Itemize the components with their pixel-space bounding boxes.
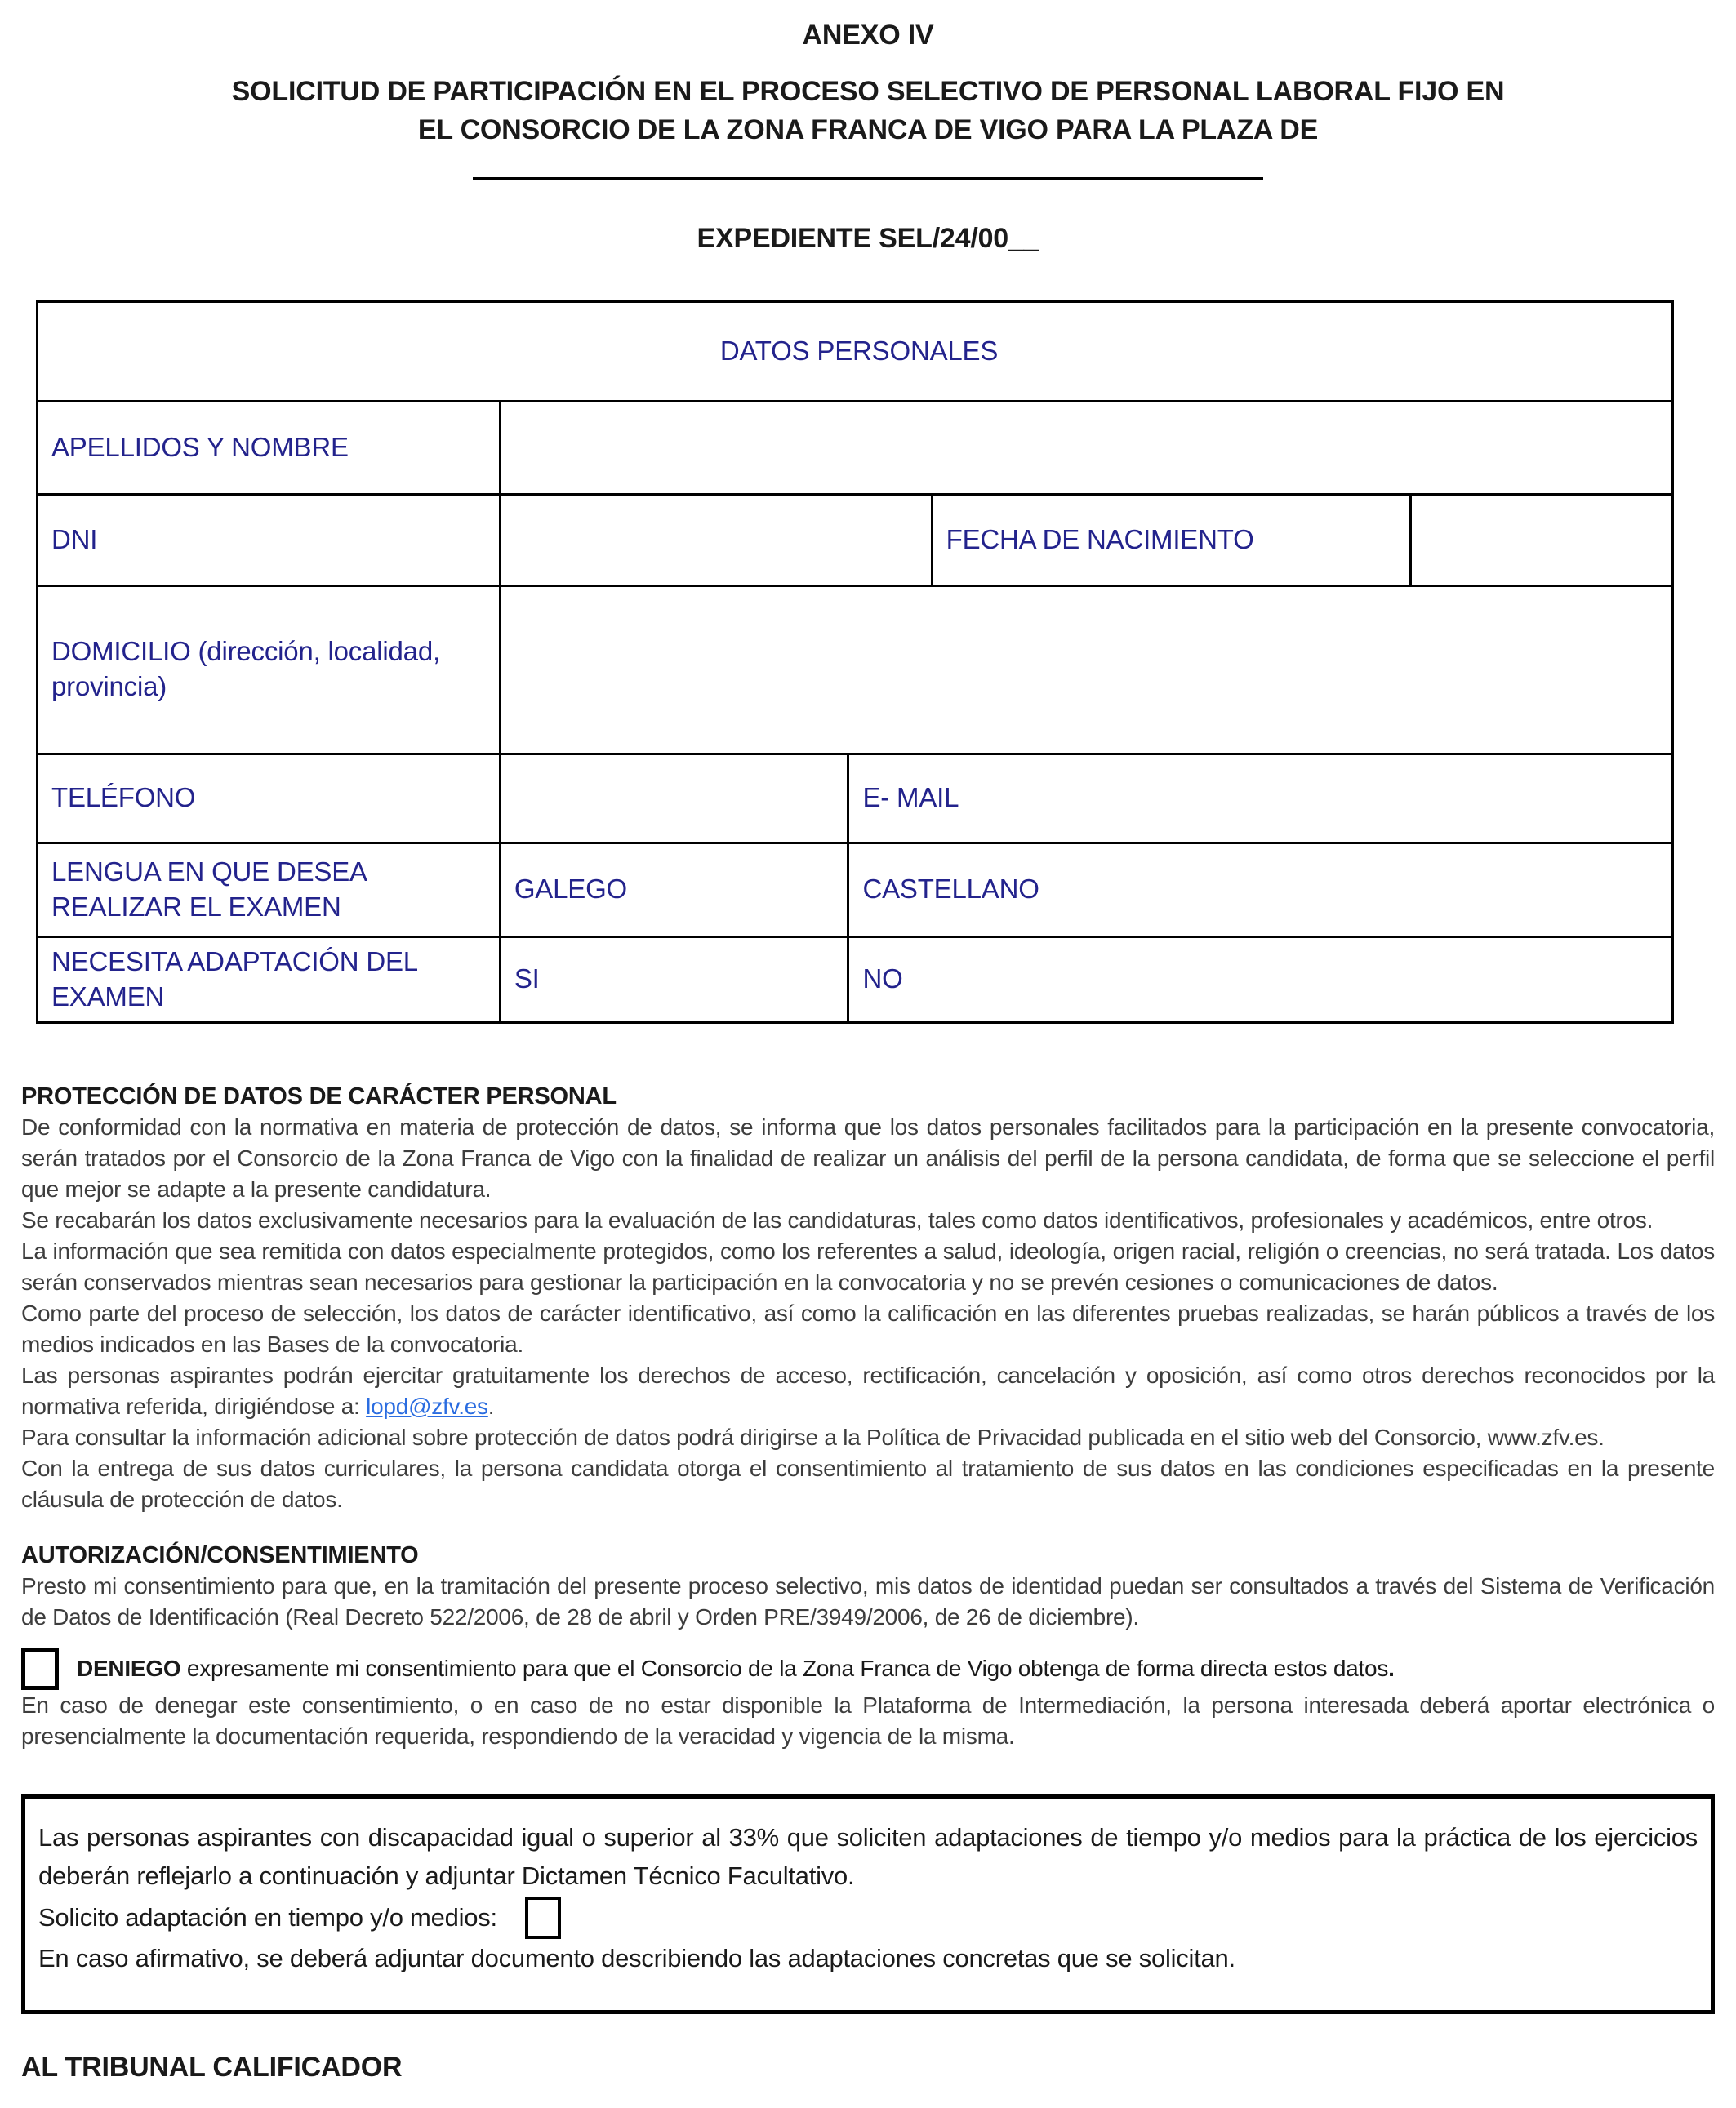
lopd-email-link[interactable]: lopd@zfv.es bbox=[366, 1393, 488, 1419]
proteccion-datos-heading: PROTECCIÓN DE DATOS DE CARÁCTER PERSONAL bbox=[21, 1083, 617, 1110]
deniego-period: . bbox=[1388, 1655, 1395, 1681]
telefono-input-cell[interactable] bbox=[500, 754, 848, 843]
table-row bbox=[38, 585, 1673, 754]
deniego-bold: DENIEGO bbox=[77, 1655, 181, 1681]
fecha-nacimiento-label: FECHA DE NACIMIENTO bbox=[932, 494, 1411, 585]
table-header-row bbox=[38, 301, 1673, 401]
deniego-row bbox=[21, 1648, 1715, 1690]
adaptation-paragraph-3: En caso afirmativo, se deberá adjuntar documento describiendo las adaptaciones concretas que se solicitan. bbox=[38, 1943, 1235, 1972]
proteccion-paragraph-7: Con la entrega de sus datos curriculares, la persona candidata otorga el consentimiento al tratamiento de sus datos en las condiciones especificadas en la presente cláusula de protección de datos. bbox=[21, 1455, 1715, 1512]
adaptation-paragraph-2: Solicito adaptación en tiempo y/o medios: bbox=[38, 1903, 497, 1932]
email-label: E- MAIL bbox=[848, 754, 1673, 843]
solicito-adaptacion-checkbox[interactable] bbox=[525, 1897, 561, 1939]
lengua-castellano-option[interactable]: CASTELLANO bbox=[848, 843, 1673, 936]
deniego-rest: expresamente mi consentimiento para que el Consorcio de la Zona Franca de Vigo obtenga de forma directa estos datos bbox=[180, 1655, 1389, 1681]
adaptation-box bbox=[21, 1794, 1715, 2014]
datos-personales-table bbox=[36, 300, 1674, 1024]
expediente-heading: EXPEDIENTE SEL/24/00__ bbox=[697, 222, 1039, 254]
dni-input-cell[interactable] bbox=[500, 494, 932, 585]
domicilio-input-cell[interactable] bbox=[500, 585, 1672, 754]
table-title: DATOS PERSONALES bbox=[38, 301, 1673, 401]
document-title: SOLICITUD DE PARTICIPACIÓN EN EL PROCESO SELECTIVO DE PERSONAL LABORAL FIJO EN EL CONSORCIO DE LA ZONA FRANCA DE VIGO PARA LA PLAZA DE bbox=[231, 76, 1505, 145]
proteccion-paragraph-1: De conformidad con la normativa en materia de protección de datos, se informa que los datos personales facilitados para la participación en la presente convocatoria, serán tratados por el Consorcio de la Zona Franca de Vigo con la finalidad de realizar un análisis del perfil de la persona candidata, de forma que se seleccione el perfil que mejor se adapte a la presente candidatura. bbox=[21, 1114, 1715, 1202]
deniego-text bbox=[77, 1653, 1395, 1684]
table-row bbox=[38, 494, 1673, 585]
table-row bbox=[38, 936, 1673, 1022]
telefono-label: TELÉFONO bbox=[38, 754, 501, 843]
table-row bbox=[38, 754, 1673, 843]
adaptacion-label: NECESITA ADAPTACIÓN DEL EXAMEN bbox=[38, 936, 501, 1022]
autorizacion-paragraph-2: En caso de denegar este consentimiento, o en caso de no estar disponible la Plataforma de Intermediación, la persona interesada deberá aportar electrónica o presencialmente la documentación requerida, respondiendo de la veracidad y vigencia de la misma. bbox=[21, 1692, 1715, 1749]
table-row bbox=[38, 401, 1673, 494]
paragraph-text: Las personas aspirantes podrán ejercitar gratuitamente los derechos de acceso, rectificación, cancelación y oposición, así como otros derechos reconocidos por la normativa referida, dirigiéndose a: bbox=[21, 1362, 1715, 1419]
anexo-heading: ANEXO IV bbox=[802, 20, 934, 51]
lengua-galego-option[interactable]: GALEGO bbox=[500, 843, 848, 936]
plaza-blank-line bbox=[473, 177, 1263, 180]
proteccion-paragraph-5 bbox=[21, 1360, 1715, 1422]
proteccion-paragraph-4: Como parte del proceso de selección, los datos de carácter identificativo, así como la calificación en las diferentes pruebas realizadas, se harán públicos a través de los medios indicados en las Bases de la convocatoria. bbox=[21, 1300, 1715, 1357]
domicilio-label: DOMICILIO (dirección, localidad, provincia) bbox=[38, 585, 501, 754]
tribunal-calificador-heading: AL TRIBUNAL CALIFICADOR bbox=[21, 2051, 403, 2083]
deniego-checkbox[interactable] bbox=[21, 1648, 59, 1690]
lengua-label: LENGUA EN QUE DESEA REALIZAR EL EXAMEN bbox=[38, 843, 501, 936]
apellidos-label: APELLIDOS Y NOMBRE bbox=[38, 401, 501, 494]
proteccion-paragraph-3: La información que sea remitida con datos especialmente protegidos, como los referentes a salud, ideología, origen racial, religión o creencias, no será tratada. Los datos serán conservados mientras sean necesarios para gestionar la participación en la convocatoria y no se prevén cesiones o comunicaciones de datos. bbox=[21, 1238, 1715, 1295]
solicito-row bbox=[38, 1897, 1698, 1939]
adaptacion-si-option[interactable]: SI bbox=[500, 936, 848, 1022]
table-row bbox=[38, 843, 1673, 936]
proteccion-paragraph-2: Se recabarán los datos exclusivamente necesarios para la evaluación de las candidaturas, tales como datos identificativos, profesionales y académicos, entre otros. bbox=[21, 1207, 1654, 1233]
apellidos-input-cell[interactable] bbox=[500, 401, 1672, 494]
autorizacion-paragraph-1: Presto mi consentimiento para que, en la tramitación del presente proceso selectivo, mis datos de identidad puedan ser consultados a través del Sistema de Verificación de Datos de Identificación (Real Decreto 522/2006, de 28 de abril y Orden PRE/3949/2006, de 26 de diciembre). bbox=[21, 1572, 1715, 1630]
paragraph-text: . bbox=[487, 1393, 495, 1419]
adaptation-paragraph-1: Las personas aspirantes con discapacidad igual o superior al 33% que soliciten adaptaciones de tiempo y/o medios para la práctica de los ejercicios deberán reflejarlo a continuación y adjuntar Dictamen Técnico Facultativo. bbox=[38, 1822, 1698, 1890]
proteccion-paragraph-6: Para consultar la información adicional sobre protección de datos podrá dirigirse a la Política de Privacidad publicada en el sitio web del Consorcio, www.zfv.es. bbox=[21, 1424, 1605, 1450]
fecha-nacimiento-input-cell[interactable] bbox=[1411, 494, 1673, 585]
adaptacion-no-option[interactable]: NO bbox=[848, 936, 1673, 1022]
dni-label: DNI bbox=[38, 494, 501, 585]
autorizacion-heading: AUTORIZACIÓN/CONSENTIMIENTO bbox=[21, 1541, 419, 1568]
